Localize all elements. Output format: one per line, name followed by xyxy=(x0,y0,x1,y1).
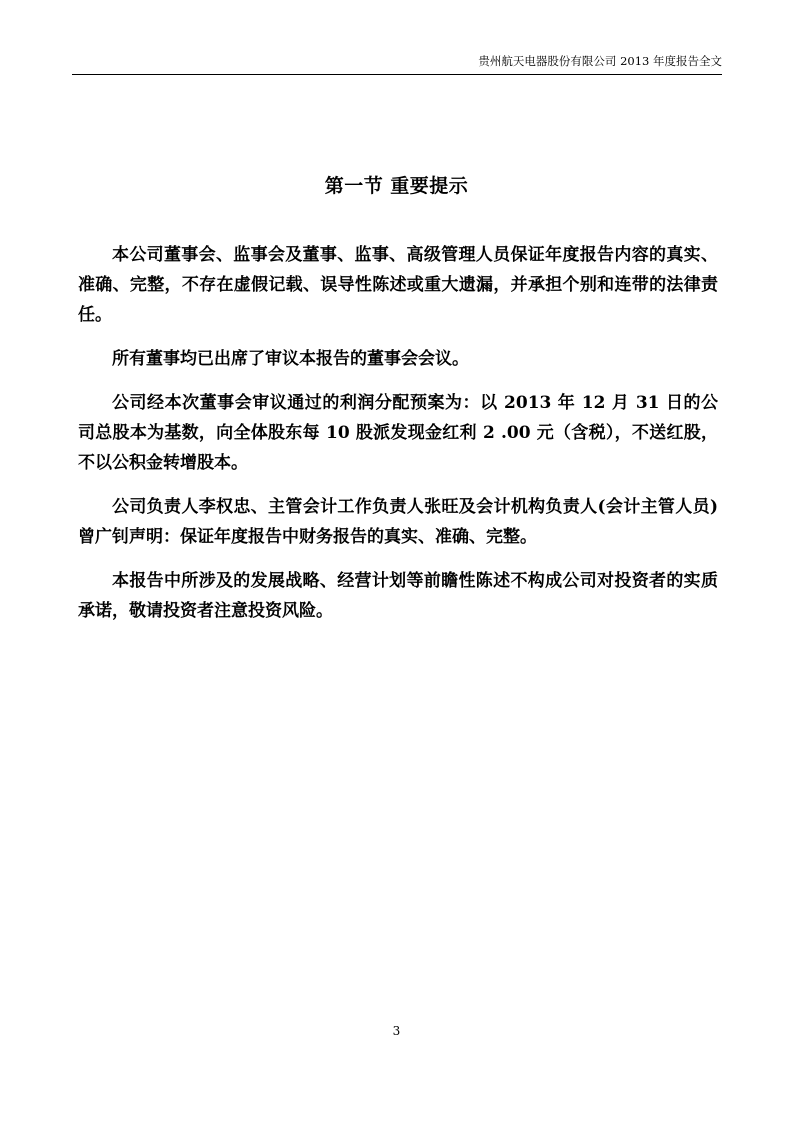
header-title: 贵州航天电器股份有限公司 2013 年度报告全文 xyxy=(478,54,722,68)
paragraph-declaration: 公司负责人李权忠、主管会计工作负责人张旺及会计机构负责人(会计主管人员)曾广钊声明：保证年度报告中财务报告的真实、准确、完整。 xyxy=(78,497,718,547)
paragraph-risk-notice: 本报告中所涉及的发展战略、经营计划等前瞻性陈述不构成公司对投资者的实质承诺，敬请投资者注意投资风险。 xyxy=(78,571,718,621)
section-title: 第一节 重要提示 xyxy=(324,175,469,197)
paragraph-profit-distribution: 公司经本次董事会审议通过的利润分配预案为：以 2013 年 12 月 31 日的公司总股本为基数，向全体股东每 10 股派发现金红利 2 .00 元（含税），不送红股，不以公积金转增股本。 xyxy=(78,393,718,473)
paragraph-responsibility: 本公司董事会、监事会及董事、监事、高级管理人员保证年度报告内容的真实、准确、完整，不存在虚假记载、误导性陈述或重大遗漏，并承担个别和连带的法律责任。 xyxy=(78,245,718,325)
document-body xyxy=(78,240,718,640)
page-header xyxy=(72,54,722,75)
paragraph-attendance: 所有董事均已出席了审议本报告的董事会会议。 xyxy=(112,349,469,369)
page-number: 3 xyxy=(392,1024,401,1038)
